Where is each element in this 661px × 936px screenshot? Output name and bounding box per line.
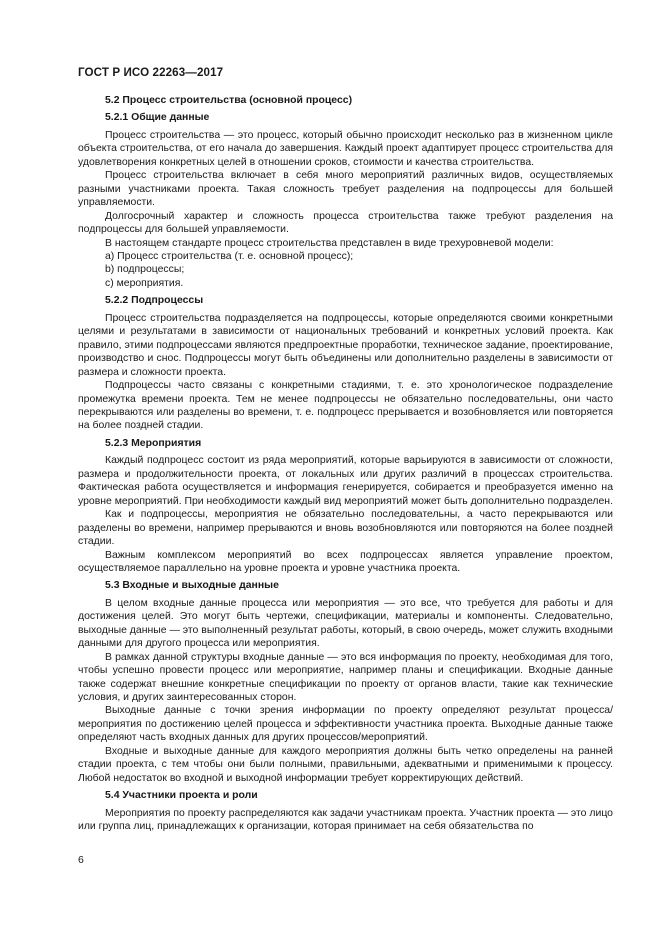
list-item: c) мероприятия. — [105, 277, 184, 289]
document-body — [78, 93, 613, 834]
paragraph: Как и подпроцессы, мероприятия не обязательно последовательны, а часто перекрываются или разделены во времени, например прерываются и вновь возобновляются или повторяются на более поздней стадии. — [78, 509, 613, 548]
page-number: 6 — [78, 854, 84, 866]
paragraph: Процесс строительства — это процесс, который обычно происходит несколько раз в жизненном цикле объекта строительства, от его начала до завершения. Каждый проект адаптирует процесс строительства для удовлетворения конкретных целей в отношении сроков, стоимости и качества строительства. — [78, 129, 613, 168]
document-header: ГОСТ Р ИСО 22263—2017 — [78, 66, 224, 79]
section-5-2-2-heading: 5.2.2 Подпроцессы — [105, 295, 204, 307]
paragraph: Мероприятия по проекту распределяются как задачи участникам проекта. Участник проекта — это лицо или группа лиц, принадлежащих к организации, которая принимает на себя обязательства по — [78, 807, 613, 833]
section-5-2-1-heading: 5.2.1 Общие данные — [105, 112, 210, 124]
paragraph: В целом входные данные процесса или мероприятия — это все, что требуется для работы и для достижения целей. Это могут быть чертежи, спецификации, материалы и компоненты. Следовательно, выходные данные — это выполненный результат работы, который, в свою очередь, может служить входными данными для другого процесса или мероприятия. — [78, 597, 613, 650]
paragraph: Процесс строительства включает в себя много мероприятий различных видов, осуществляемых разными участниками проекта. Такая сложность требует разделения на подпроцессы для большей управляемости. — [78, 170, 613, 209]
section-5-3-heading: 5.3 Входные и выходные данные — [105, 580, 279, 592]
section-5-2-heading: 5.2 Процесс строительства (основной процесс) — [105, 95, 353, 106]
list-item: a) Процесс строительства (т. е. основной процесс); — [105, 250, 354, 262]
paragraph: Процесс строительства подразделяется на подпроцессы, которые определяются своими конкретными целями и результатами в зависимости от национальных требований и конкретных условий проекта. Как правило, этими подпроцессами являются предпроектные проработки, техническое задание, проектирование, производство и снос. Подпроцессы могут быть объединены или дополнительно разделены в зависимости от размера и сложности проекта. — [78, 312, 613, 378]
paragraph: Входные и выходные данные для каждого мероприятия должны быть четко определены на ранней стадии проекта, с тем чтобы они были полными, правильными, адекватными и применимыми к процессу. Любой недостаток во входной и выходной информации требует корректирующих действий. — [78, 745, 613, 784]
paragraph: В настоящем стандарте процесс строительства представлен в виде трехуровневой модели: — [105, 237, 554, 249]
list-item: b) подпроцессы; — [105, 264, 185, 276]
paragraph: В рамках данной структуры входные данные — это вся информация по проекту, необходимая для того, чтобы успешно провести процесс или мероприятие, например планы и спецификации. Входные данные также содержат внешние конкретные спецификации по проекту от органов власти, такие как технические условия, и других заинтересованных сторон. — [78, 651, 613, 704]
paragraph: Долгосрочный характер и сложность процесса строительства также требуют разделения на подпроцессы для большей управляемости. — [78, 210, 613, 236]
paragraph: Подпроцессы часто связаны с конкретными стадиями, т. е. это хронологическое подразделение промежутка времени проекта. Тем не менее подпроцессы не обязательно последовательны, они часто перекрываются или разделены во времени, т. е. подпроцесс прерывается и возобновляется или повторяется на более поздней стадии. — [78, 380, 613, 432]
paragraph: Каждый подпроцесс состоит из ряда мероприятий, которые варьируются в зависимости от сложности, размера и продолжительности проекта, от локальных или других различий в процессах строительства. Фактическая работа осуществляется и информация генерируется, собирается и преобразуется именно на уровне мероприятий. При необходимости каждый вид мероприятий может быть дополнительно подразделен. — [78, 455, 613, 507]
section-5-2-3-heading: 5.2.3 Мероприятия — [105, 437, 202, 449]
section-5-4-heading: 5.4 Участники проекта и роли — [105, 790, 258, 802]
paragraph: Важным комплексом мероприятий во всех подпроцессах является управление проектом, осуществляемое параллельно на уровне проекта и уровне участника проекта. — [78, 549, 613, 574]
paragraph: Выходные данные с точки зрения информации по проекту определяют результат процесса/мероприятия по достижению целей процесса и эффективности участника проекта. Выходные данные также определяют часть входных данных для других процессов/мероприятий. — [78, 705, 613, 744]
